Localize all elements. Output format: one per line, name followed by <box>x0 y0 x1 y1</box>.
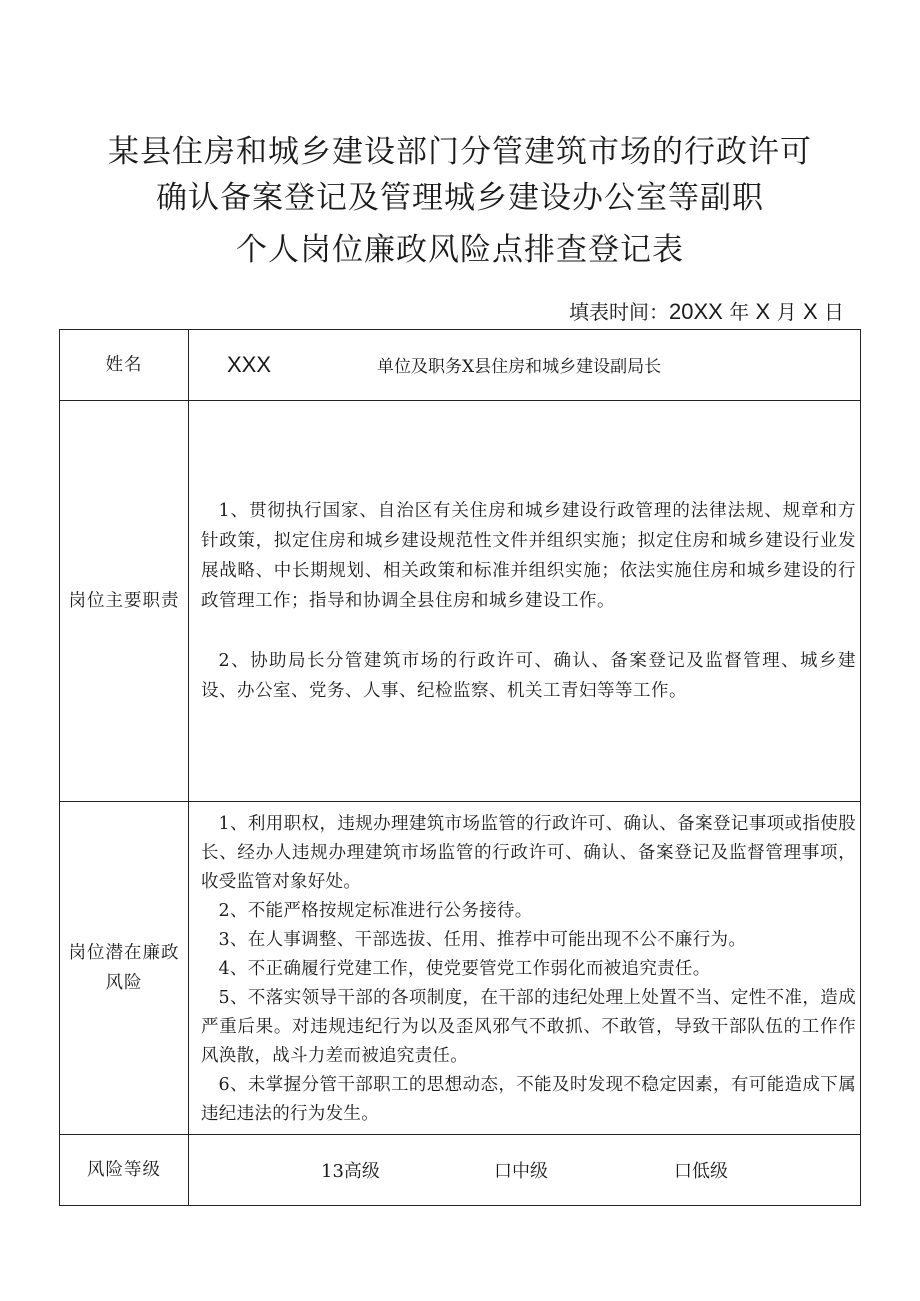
risk-item: 3、在人事调整、干部选拔、任用、推荐中可能出现不公不廉行为。 <box>218 929 747 950</box>
registration-table <box>59 329 861 1206</box>
risk-item: 1、利用职权，违规办理建筑市场监管的行政许可、确认、备案登记事项或指使股长、经办人违规办理建筑市场监管的行政许可、确认、备案登记及监督管理事项，收受监管对象好处。 <box>201 813 856 892</box>
level-high: 13高级 <box>321 1161 380 1182</box>
risk-item: 2、不能严格按规定标准进行公务接待。 <box>218 900 533 921</box>
fill-date <box>569 296 844 325</box>
fill-date-prefix: 填表时间： <box>569 300 669 324</box>
level-row <box>60 1135 861 1206</box>
duty-item: 2、协助局长分管建筑市场的行政许可、确认、备案登记及监督管理、城乡建设、办公室、党务、人事、纪检监察、机关工青妇等等工作。 <box>201 651 856 701</box>
risk-item: 4、不正确履行党建工作，使党要管党工作弱化而被追究责任。 <box>218 958 711 979</box>
risk-row <box>60 802 861 1135</box>
fill-date-year: 20XX <box>669 299 723 324</box>
name-label: 姓名 <box>60 330 189 401</box>
fill-date-year-unit: 年 <box>729 300 750 324</box>
document-title-line-1: 某县住房和城乡建设部门分管建筑市场的行政许可 <box>108 134 812 170</box>
name-row <box>60 330 861 401</box>
level-medium: 口中级 <box>494 1161 548 1182</box>
document-title-line-2: 确认备案登记及管理城乡建设办公室等副职 <box>156 180 764 216</box>
risk-item: 6、未掌握分管干部职工的思想动态，不能及时发现不稳定因素，有可能造成下属违纪违法的行为发生。 <box>201 1074 856 1124</box>
level-label: 风险等级 <box>60 1135 189 1206</box>
level-options <box>189 1135 861 1206</box>
level-low: 口低级 <box>674 1161 728 1182</box>
fill-date-day-unit: 日 <box>824 300 844 324</box>
risk-content <box>189 802 861 1135</box>
duty-content <box>189 401 861 802</box>
duty-item: 1、贯彻执行国家、自治区有关住房和城乡建设行政管理的法律法规、规章和方针政策，拟定住房和城乡建设规范性文件并组织实施；拟定住房和城乡建设行业发展战略、中长期规划、相关政策和标准并组织实施；依法实施住房和城乡建设的行政管理工作；指导和协调全县住房和城乡建设工作。 <box>201 501 856 611</box>
unit-position: 单位及职务X县住房和城乡建设副局长 <box>377 357 662 377</box>
name-unit-cell <box>189 330 861 401</box>
fill-date-month-unit: 月 <box>776 300 797 324</box>
document-title-line-3: 个人岗位廉政风险点排查登记表 <box>236 232 684 268</box>
risk-item: 5、不落实领导干部的各项制度，在干部的违纪处理上处置不当、定性不准，造成严重后果。对违规违纪行为以及歪风邪气不敢抓、不敢管，导致干部队伍的工作作风涣散，战斗力差而被追究责任。 <box>201 987 856 1066</box>
duty-row <box>60 401 861 802</box>
fill-date-day: X <box>802 299 818 324</box>
risk-label: 岗位潜在廉政风险 <box>60 802 189 1135</box>
fill-date-month: X <box>755 299 771 324</box>
name-value: XXX <box>227 352 272 377</box>
duty-label: 岗位主要职责 <box>60 401 189 802</box>
